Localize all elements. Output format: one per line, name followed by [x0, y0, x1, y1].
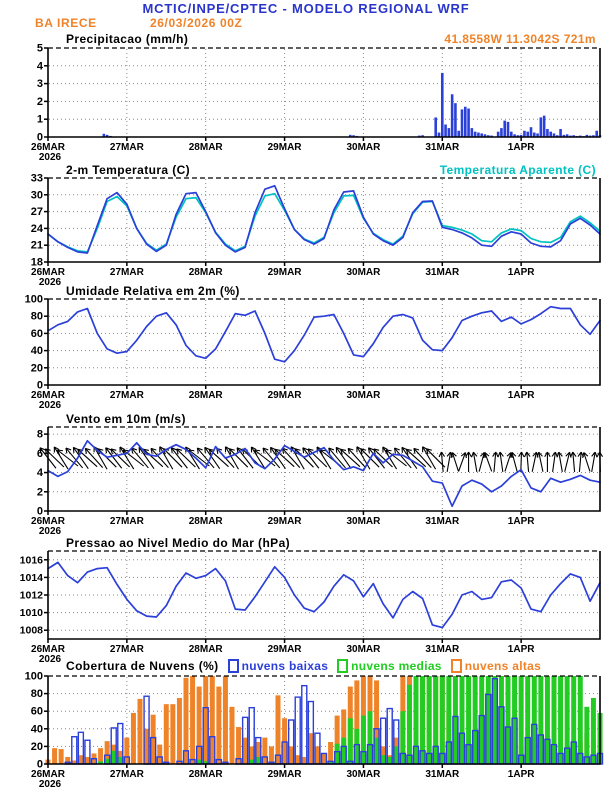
wind-barbs — [40, 447, 603, 472]
svg-text:2026: 2026 — [38, 152, 62, 163]
svg-text:6: 6 — [36, 447, 43, 460]
svg-text:27MAR: 27MAR — [109, 142, 144, 153]
svg-text:30MAR: 30MAR — [346, 267, 381, 278]
svg-text:28MAR: 28MAR — [188, 390, 223, 401]
svg-text:30MAR: 30MAR — [346, 142, 381, 153]
svg-text:4: 4 — [36, 467, 43, 480]
svg-text:20: 20 — [30, 362, 43, 375]
model-run-datetime: 26/03/2026 00Z — [150, 16, 243, 30]
svg-text:26MAR: 26MAR — [31, 390, 65, 401]
svg-text:40: 40 — [30, 345, 43, 358]
svg-text:26MAR: 26MAR — [31, 644, 65, 655]
svg-text:0: 0 — [36, 131, 43, 144]
svg-text:30MAR: 30MAR — [346, 516, 381, 527]
svg-text:0: 0 — [36, 379, 43, 392]
svg-text:28MAR: 28MAR — [188, 769, 223, 780]
svg-text:26MAR: 26MAR — [31, 142, 65, 153]
svg-text:30MAR: 30MAR — [346, 644, 381, 655]
panel-title-wind: Vento em 10m (m/s) — [66, 412, 186, 426]
svg-text:28MAR: 28MAR — [188, 516, 223, 527]
svg-text:26MAR: 26MAR — [31, 516, 65, 527]
svg-text:1: 1 — [36, 113, 43, 126]
svg-text:2026: 2026 — [38, 526, 62, 537]
station-name: BA IRECE — [35, 16, 97, 30]
legend-mid-clouds-label: nuvens medias — [351, 659, 442, 673]
svg-text:2026: 2026 — [38, 654, 62, 665]
svg-text:30MAR: 30MAR — [346, 390, 381, 401]
svg-text:2026: 2026 — [38, 400, 62, 411]
svg-text:29MAR: 29MAR — [267, 516, 302, 527]
svg-text:1012: 1012 — [19, 589, 43, 602]
svg-text:1APR: 1APR — [507, 644, 535, 655]
svg-text:3: 3 — [36, 78, 43, 91]
svg-text:31MAR: 31MAR — [425, 769, 460, 780]
svg-text:2: 2 — [36, 486, 43, 499]
svg-text:27MAR: 27MAR — [109, 267, 144, 278]
svg-text:27MAR: 27MAR — [109, 644, 144, 655]
svg-text:1010: 1010 — [19, 607, 43, 620]
svg-text:0: 0 — [36, 758, 43, 771]
svg-text:27: 27 — [30, 206, 43, 219]
svg-text:1014: 1014 — [19, 571, 43, 584]
svg-text:1APR: 1APR — [507, 769, 535, 780]
svg-text:0: 0 — [36, 505, 43, 518]
svg-text:80: 80 — [30, 310, 43, 323]
svg-text:28MAR: 28MAR — [188, 267, 223, 278]
svg-text:27MAR: 27MAR — [109, 390, 144, 401]
panel-pressure — [20, 551, 600, 665]
panel-clouds — [25, 671, 603, 791]
svg-text:1016: 1016 — [19, 554, 43, 567]
svg-text:8: 8 — [36, 428, 43, 441]
svg-text:30: 30 — [30, 189, 43, 202]
svg-text:26MAR: 26MAR — [31, 769, 65, 780]
svg-text:1APR: 1APR — [507, 516, 535, 527]
panel-humidity — [25, 294, 600, 412]
svg-text:5: 5 — [36, 42, 43, 55]
svg-text:100: 100 — [24, 670, 43, 683]
svg-text:31MAR: 31MAR — [425, 644, 460, 655]
svg-text:29MAR: 29MAR — [267, 644, 302, 655]
svg-text:1APR: 1APR — [507, 390, 535, 401]
svg-text:30MAR: 30MAR — [346, 769, 381, 780]
svg-text:2026: 2026 — [38, 779, 62, 790]
svg-text:20: 20 — [30, 740, 43, 753]
svg-text:31MAR: 31MAR — [425, 390, 460, 401]
svg-text:31MAR: 31MAR — [425, 516, 460, 527]
svg-text:60: 60 — [30, 327, 43, 340]
svg-text:1APR: 1APR — [507, 142, 535, 153]
panel-title-clouds: Cobertura de Nuvens (%) — [66, 659, 219, 673]
panel-temperature — [31, 173, 600, 289]
svg-text:21: 21 — [30, 239, 43, 252]
legend-low-clouds-label: nuvens baixas — [241, 659, 329, 673]
svg-text:27MAR: 27MAR — [109, 769, 144, 780]
svg-text:2: 2 — [36, 95, 43, 108]
panel-title-humidity: Umidade Relativa em 2m (%) — [66, 284, 240, 298]
svg-text:60: 60 — [30, 705, 43, 718]
svg-text:24: 24 — [30, 222, 43, 235]
svg-text:40: 40 — [30, 723, 43, 736]
panel-wind — [31, 427, 603, 537]
apparent-temperature-legend: Temperatura Aparente (C) — [439, 163, 596, 177]
svg-text:29MAR: 29MAR — [267, 769, 302, 780]
svg-text:4: 4 — [36, 60, 43, 73]
svg-text:33: 33 — [30, 172, 43, 185]
panel-title-precipitation: Precipitacao (mm/h) — [66, 32, 189, 46]
svg-text:1008: 1008 — [19, 624, 43, 637]
svg-text:80: 80 — [30, 688, 43, 701]
svg-text:31MAR: 31MAR — [425, 142, 460, 153]
svg-text:29MAR: 29MAR — [267, 267, 302, 278]
page-title: MCTIC/INPE/CPTEC - MODELO REGIONAL WRF — [142, 1, 470, 16]
svg-text:28MAR: 28MAR — [188, 142, 223, 153]
panel-precipitation — [31, 43, 601, 164]
svg-text:2026: 2026 — [38, 277, 62, 288]
svg-text:1APR: 1APR — [507, 267, 535, 278]
svg-text:29MAR: 29MAR — [267, 142, 302, 153]
panel-title-temperature: 2-m Temperatura (C) — [66, 163, 191, 177]
panel-title-pressure: Pressao ao Nivel Medio do Mar (hPa) — [66, 536, 291, 550]
station-coordinates: 41.8558W 11.3042S 721m — [444, 32, 596, 46]
svg-text:18: 18 — [30, 256, 43, 269]
svg-text:28MAR: 28MAR — [188, 644, 223, 655]
svg-text:29MAR: 29MAR — [267, 390, 302, 401]
svg-text:27MAR: 27MAR — [109, 516, 144, 527]
legend-high-clouds-label: nuvens altas — [464, 659, 542, 673]
svg-text:26MAR: 26MAR — [31, 267, 65, 278]
svg-text:31MAR: 31MAR — [425, 267, 460, 278]
svg-text:100: 100 — [24, 293, 43, 306]
